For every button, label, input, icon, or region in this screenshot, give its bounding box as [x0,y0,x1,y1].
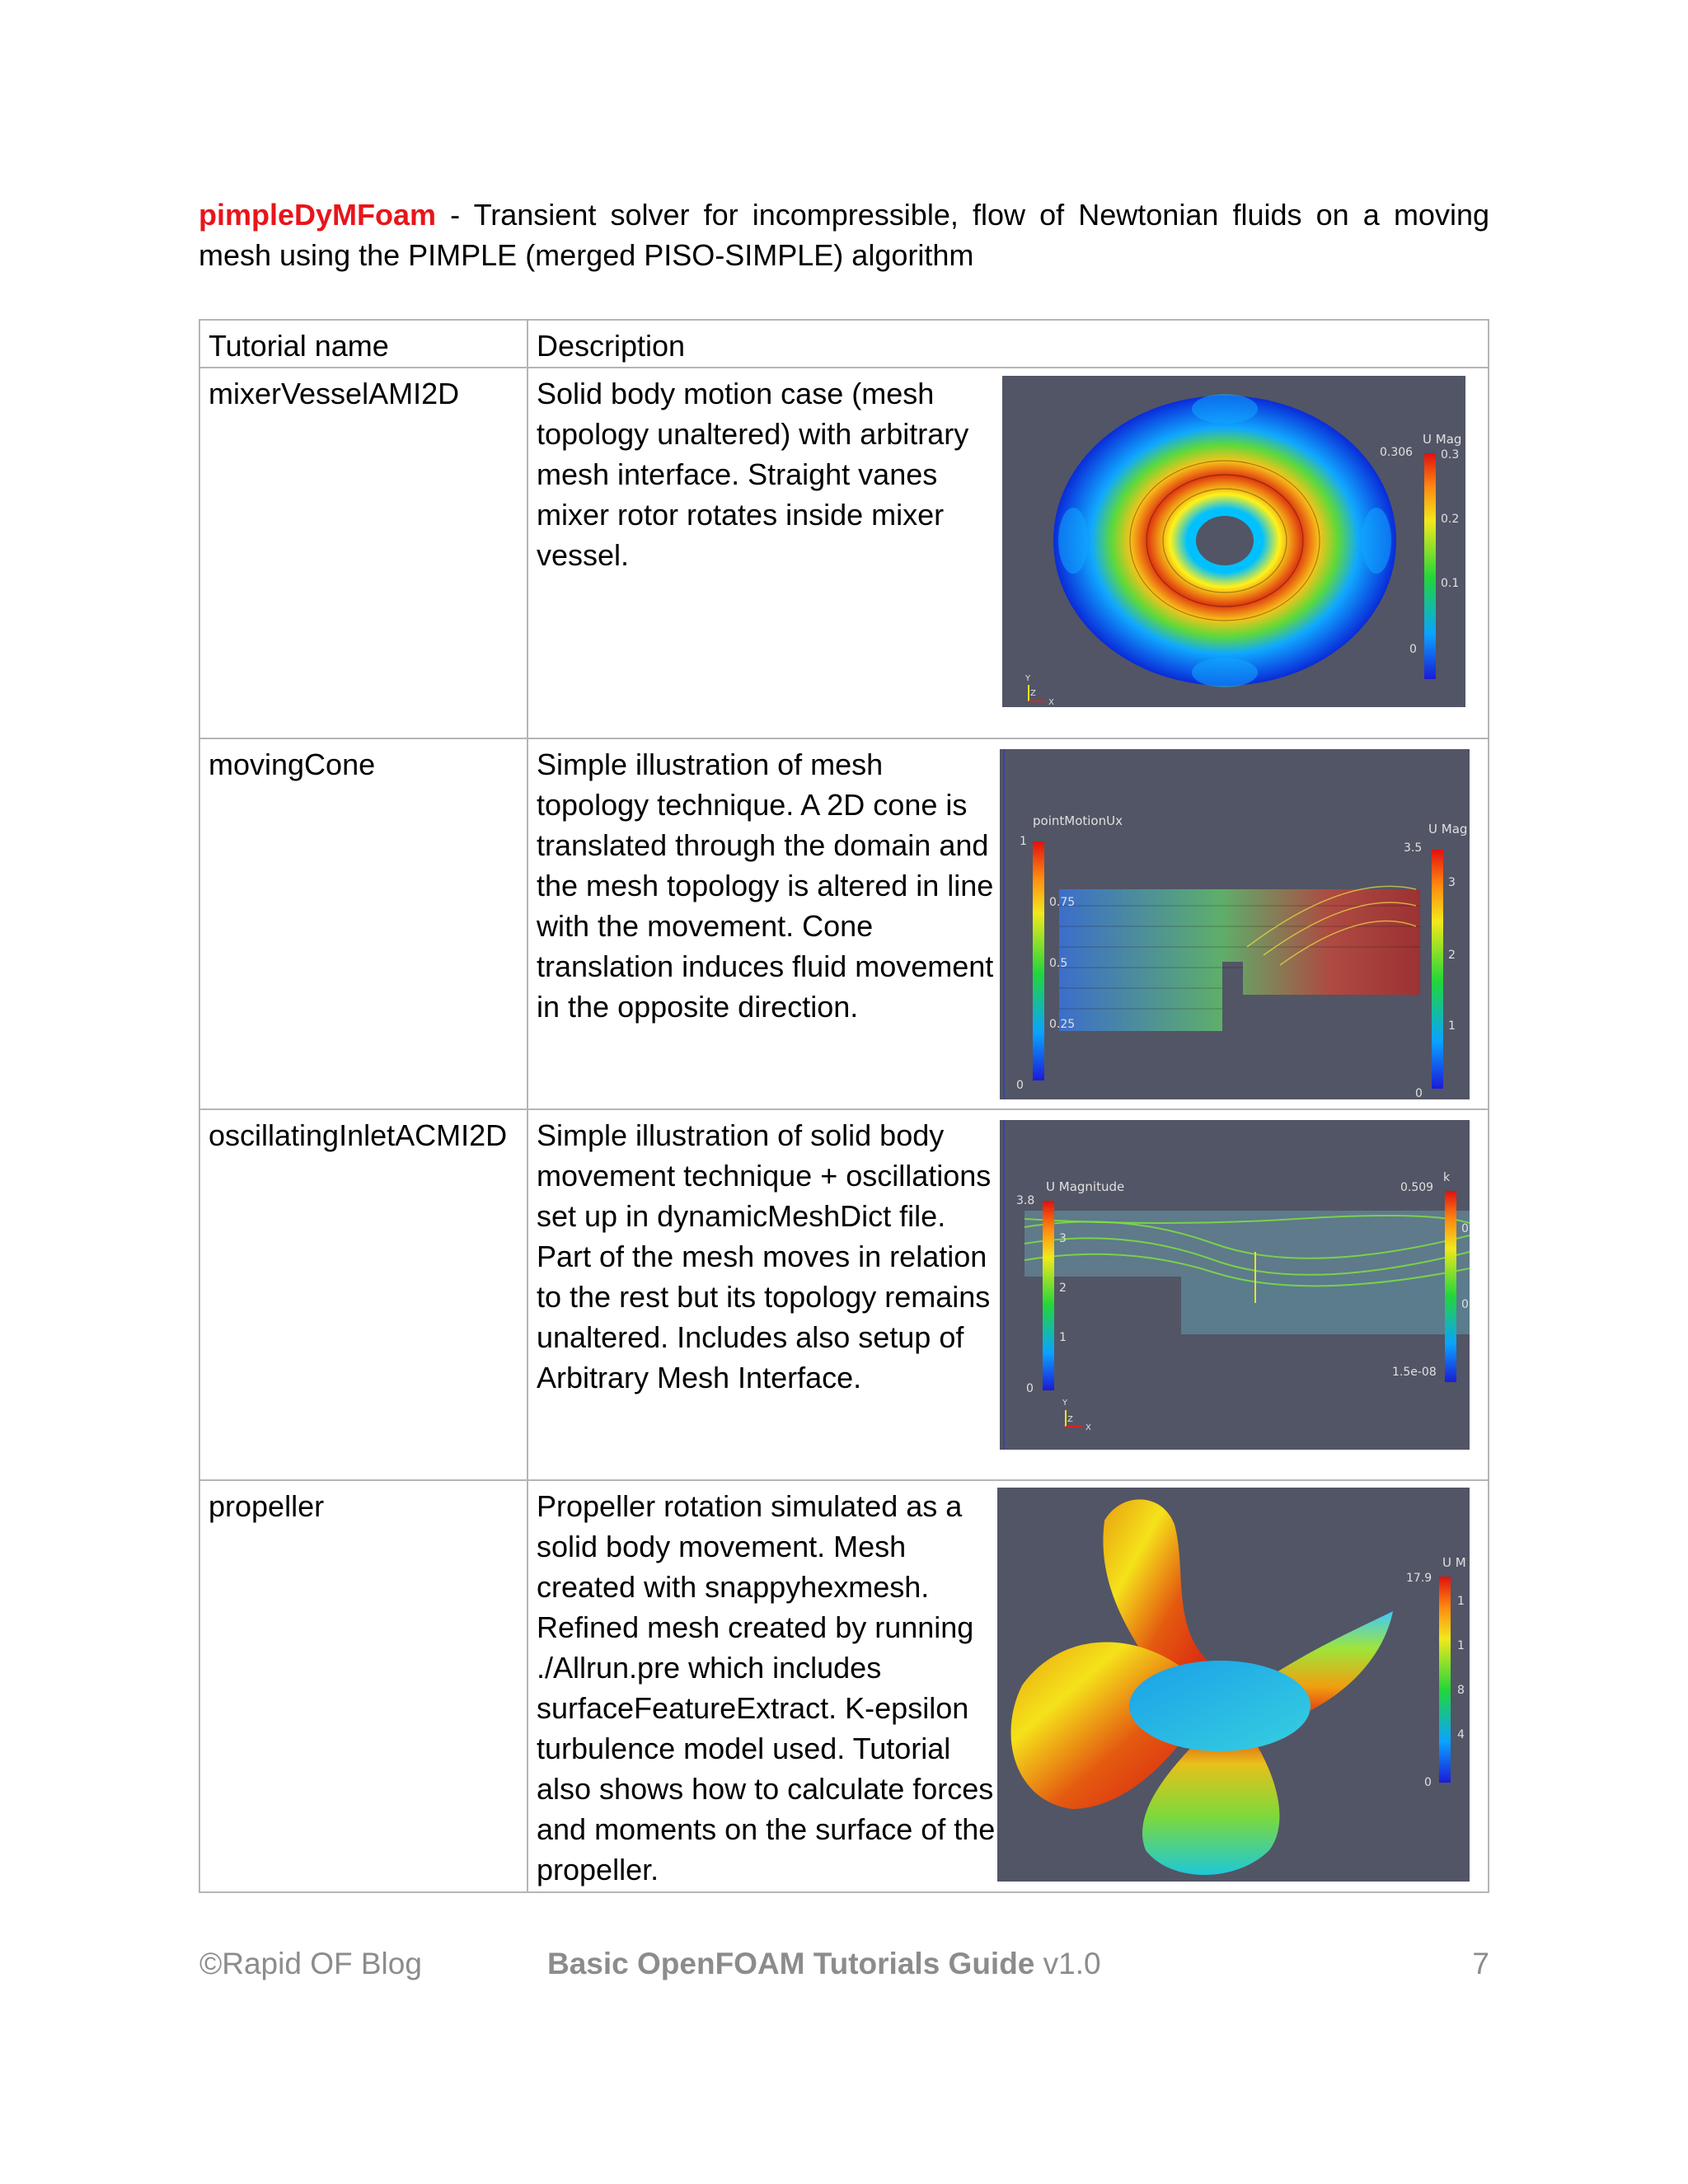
propeller-hub [1129,1661,1311,1751]
tutorial-description: Simple illustration of solid body movement technique + oscillations set up in dynamicMeshDict file. Part of the mesh moves in relation to the rest but its topology remains unaltered. Includes also setup of Arbitrary Mesh Interface. [537,1118,992,1394]
footer-title [547,1947,1101,1981]
tutorial-name: oscillatingInletACMI2D [199,1109,528,1480]
moving-cone-render [1000,749,1470,1099]
left-legend-tick: 0.25 [1049,1018,1076,1031]
tutorial-description-cell [528,738,1489,1109]
left-legend-tick: 0.5 [1049,957,1068,970]
propeller-render [997,1488,1470,1882]
legend-title: U Mag [1423,432,1462,447]
tutorial-description-cell [528,1480,1489,1892]
svg-text:Y: Y [1062,1399,1068,1408]
left-legend-max: 1 [1020,835,1027,848]
table-row [199,1480,1489,1892]
right-legend-tick: 0 [1461,1222,1469,1235]
axes-triad [1025,674,1054,707]
legend-tick: 1 [1457,1595,1465,1608]
table-row [199,1109,1489,1480]
legend-min: 0 [1409,643,1417,656]
k-color-bar [1445,1191,1456,1382]
tutorial-description-cell [528,1109,1489,1480]
tutorial-name: movingCone [199,738,528,1109]
svg-text:Y: Y [1025,674,1031,683]
page-number: 7 [1472,1947,1489,1980]
tutorial-description-cell [528,368,1489,738]
svg-text:X: X [1085,1423,1091,1432]
propeller-figure [997,1488,1470,1882]
solver-name: pimpleDyMFoam [199,198,437,232]
svg-text:Z: Z [1030,689,1036,698]
svg-text:X: X [1048,698,1054,707]
tutorial-description: Propeller rotation simulated as a solid body movement. Mesh created with snappyhexmesh. Refined mesh created by running ./Allrun.pre which includes surfaceFeatureExtract. K-epsilon turbulence model used. Tutorial also shows how to calculate forces and moments on the surface of the propeller. [537,1489,996,1886]
left-legend-title: U Magnitude [1046,1179,1125,1194]
point-motion-color-bar [1033,841,1044,1080]
left-legend-tick: 2 [1059,1282,1067,1295]
u-mag-color-bar [1439,1577,1451,1783]
u-mag-color-bar [1424,453,1436,679]
right-legend-tick: 3 [1448,876,1456,889]
tutorial-name: propeller [199,1480,528,1892]
legend-tick: 0.1 [1441,577,1460,590]
table-header-row [199,320,1489,368]
left-legend-tick: 3 [1059,1232,1067,1245]
left-legend-title: pointMotionUx [1033,813,1123,828]
left-legend-tick: 1 [1059,1331,1067,1344]
u-mag-color-bar [1432,850,1443,1089]
tutorial-name: mixerVesselAMI2D [199,368,528,738]
legend-tick: 8 [1457,1684,1465,1697]
legend-tick: 0.2 [1441,513,1460,526]
right-legend-max: 0.509 [1400,1181,1434,1194]
table-row [199,738,1489,1109]
right-legend-title: U Mag [1428,822,1468,837]
header-description: Description [528,320,1489,368]
oscillating-inlet-figure [1000,1120,1470,1450]
footer-guide-name: Basic OpenFOAM Tutorials Guide [547,1947,1035,1980]
right-legend-min: 1.5e-08 [1392,1366,1437,1379]
left-legend-min: 0 [1026,1382,1034,1395]
table-row [199,368,1489,738]
cone-velocity-field [1059,889,1420,1031]
solver-description: - Transient solver for incompressible, flow of Newtonian fluids on a moving mesh using the PIMPLE (merged PISO-SIMPLE) algorithm [199,198,1489,272]
left-legend-min: 0 [1016,1079,1024,1092]
right-legend-tick: 0 [1461,1298,1469,1311]
mixer-vessel-figure [1002,376,1465,707]
legend-tick: 4 [1457,1728,1465,1741]
legend-max: 17.9 [1406,1572,1432,1585]
left-legend-tick: 0.75 [1049,896,1076,909]
right-legend-tick: 2 [1448,949,1456,962]
right-legend-title: k [1443,1171,1451,1184]
oscillating-inlet-render [1000,1120,1470,1450]
legend-tick: 0.3 [1441,448,1460,462]
intro-paragraph [199,194,1489,275]
moving-cone-figure [1000,749,1470,1099]
legend-min: 0 [1424,1776,1432,1789]
footer-version: v1.0 [1034,1947,1101,1980]
tutorials-table [199,319,1489,1893]
svg-text:Z: Z [1067,1415,1073,1424]
legend-max: 0.306 [1380,446,1414,459]
u-magnitude-color-bar [1043,1201,1054,1390]
legend-title: U M [1442,1555,1466,1570]
right-legend-min: 0 [1415,1087,1423,1099]
mixer-rotor-hole [1196,516,1254,565]
mixer-vessel-render [1002,376,1465,707]
right-legend-max: 3.5 [1404,841,1423,855]
legend-tick: 1 [1457,1639,1465,1652]
tutorial-description: Solid body motion case (mesh topology unaltered) with arbitrary mesh interface. Straight vanes mixer rotor rotates inside mixer vessel. [537,377,969,572]
header-tutorial-name: Tutorial name [199,320,528,368]
right-legend-tick: 1 [1448,1019,1456,1033]
tutorial-description: Simple illustration of mesh topology technique. A 2D cone is translated through the domain and the mesh topology is altered in line with the movement. Cone translation induces fluid movement in the opposite direction. [537,748,994,1024]
left-legend-max: 3.8 [1016,1194,1035,1207]
footer-copyright: ©Rapid OF Blog [199,1947,422,1980]
axes-triad [1062,1399,1091,1432]
